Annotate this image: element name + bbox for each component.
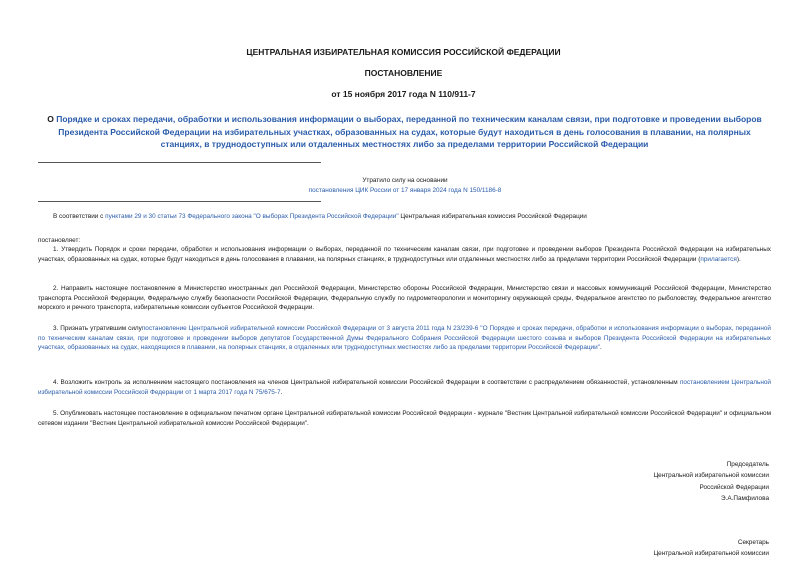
- status-note-link[interactable]: постановления ЦИК России от 17 января 2024 года N 150/1186-8: [308, 187, 502, 194]
- paragraph-4: [38, 378, 771, 397]
- chair-title: Председатель: [726, 461, 769, 468]
- secretary-org-line-1: Центральной избирательной комиссии: [653, 550, 769, 558]
- status-note: [200, 176, 610, 196]
- intro-law-link[interactable]: пунктами 29 и 30 статьи 73 Федерального закона "О выборах Президента Российской Федерации": [105, 213, 399, 220]
- bottom-divider: [38, 201, 321, 202]
- paragraph-1-end: ).: [736, 255, 741, 263]
- intro-prefix: В соответствии с: [53, 213, 106, 220]
- paragraph-5: 5. Опубликовать настоящее постановление в официальном печатном органе Центральной избирательной комиссии Российской Федерации - журнале "Вестник Центральной избирательной комиссии Российской Федерации" и официальном сетевом издании "Вестник Центральной избирательной комиссии Российской Федерации".: [38, 410, 771, 427]
- paragraph-3: [38, 324, 771, 353]
- secretary-signature-block: [549, 537, 769, 560]
- chair-signature-block: [549, 459, 769, 505]
- appendix-link[interactable]: прилагается: [700, 255, 737, 263]
- document-type-heading: ПОСТАНОВЛЕНИЕ: [364, 68, 443, 78]
- paragraph-3-prefix: 3. Признать утратившим силу: [53, 325, 142, 332]
- paragraph-4-end: .: [280, 388, 283, 396]
- intro-suffix: Центральная избирательная комиссия Российской Федерации: [398, 213, 587, 220]
- document-title: [38, 113, 771, 151]
- duties-resolution-link[interactable]: постановлением Центральной избирательной комиссии Российской Федерации от 1 марта 2017 года N 75/675-7: [38, 379, 771, 396]
- chair-org-line-2: Российской Федерации: [699, 483, 769, 491]
- paragraph-3-end: .: [599, 344, 602, 352]
- title-prefix: О: [47, 114, 57, 124]
- paragraph-1-text: 1. Утвердить Порядок и сроки передачи, обработки и использования информации о выборах, переданной по техническим каналам связи, при подготовке и проведении выборов Президента Российской Федерации на избирательных участках, образованных на судах, которые будут находиться в день голосования в плавании, на полярных станциях, в труднодоступных или отдаленных местностях либо за пределами территории Российской Федерации (: [38, 246, 771, 263]
- paragraph-1: [38, 245, 771, 264]
- chair-name: Э.А.Памфилова: [720, 495, 769, 503]
- paragraph-2: 2. Направить настоящее постановление в Министерство иностранных дел Российской Федерации, Министерство обороны Российской Федерации, Министерство связи и массовых коммуникаций Российской Федерации, Министерство транспорта Российской Федерации, Федеральную службу безопасности Российской Федерации, Федеральную службу по гидрометеорологии и мониторингу окружающей среды, Федеральное агентство по рыболовству, Федеральное агентство морского и речного транспорта, избирательные комиссии субъектов Российской Федерации.: [38, 285, 771, 312]
- document-date-heading: от 15 ноября 2017 года N 110/911-7: [331, 89, 476, 99]
- status-note-text: Утратило силу на основании: [362, 177, 448, 184]
- paragraph-4-text: 4. Возложить контроль за исполнением настоящего постановления на членов Центральной избирательной комиссии Российской Федерации в соответствии с распределением обязанностей, установленным: [53, 379, 680, 386]
- secretary-title: Секретарь: [737, 539, 769, 546]
- repealed-resolution-link[interactable]: постановление Центральной избирательной комиссии Российской Федерации от 3 августа 2011 года N 23/239-6 "О Порядке и сроках передачи, обработки и использования информации о выборах, переданной по техническим каналам связи, при подготовке и проведении выборов депутатов Государственной Думы Федерального Собрания Российской Федерации шестого созыва и выборов Президента Российской Федерации на избирательных участках, образованных на судах, находящихся в плавании, на полярных станциях, в отдаленных или труднодоступных местностях либо за пределами территории Российской Федерации": [38, 325, 771, 352]
- title-link[interactable]: Порядке и сроках передачи, обработки и использования информации о выборах, переданной по техническим каналам связи, при подготовке и проведении выборов Президента Российской Федерации на избирательных участках, образованных на судах, которые будут находиться в день голосования в плавании, на полярных станциях, в труднодоступных или отдаленных местностях либо за пределами территории Российской Федерации: [56, 114, 762, 149]
- chair-org-line-1: Центральной избирательной комиссии: [653, 472, 769, 480]
- organization-heading: ЦЕНТРАЛЬНАЯ ИЗБИРАТЕЛЬНАЯ КОМИССИЯ РОССИЙСКОЙ ФЕДЕРАЦИИ: [246, 47, 561, 57]
- resolves-text: постановляет:: [38, 237, 81, 244]
- top-divider: [38, 162, 321, 163]
- intro-paragraph: [38, 212, 771, 222]
